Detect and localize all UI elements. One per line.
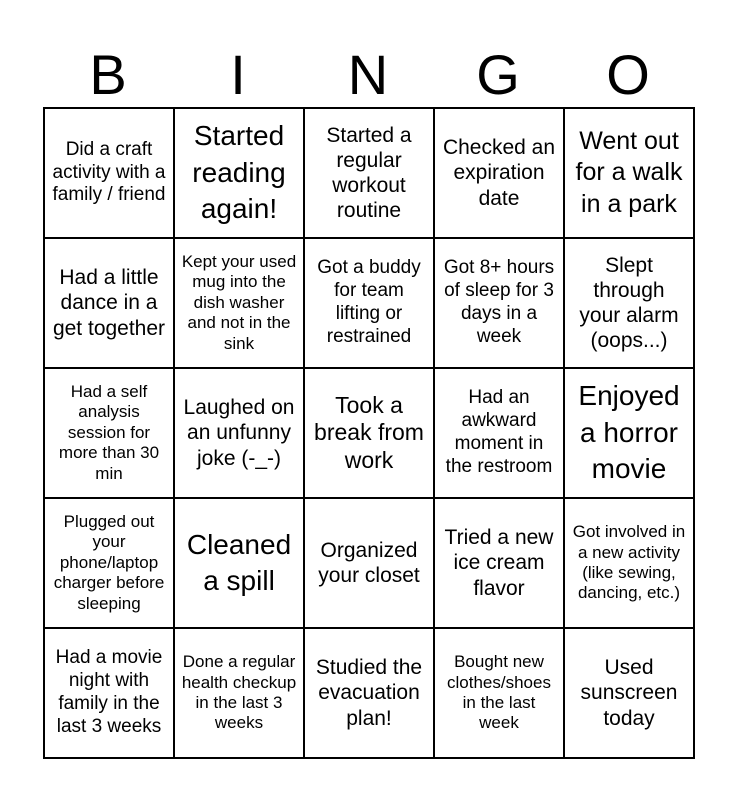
bingo-cell[interactable] xyxy=(303,497,433,627)
bingo-cell[interactable] xyxy=(433,497,563,627)
bingo-cell[interactable] xyxy=(173,627,303,757)
bingo-cell[interactable] xyxy=(433,107,563,237)
bingo-cell[interactable] xyxy=(43,627,173,757)
cell-text: Took a break from work xyxy=(314,391,424,473)
bingo-cell[interactable] xyxy=(303,237,433,367)
cell-text: Organized your closet xyxy=(318,538,420,587)
bingo-cell[interactable] xyxy=(563,237,693,367)
cell-text: Studied the evacuation plan! xyxy=(315,656,423,730)
cell-text: Tried a new ice cream flavor xyxy=(444,526,554,600)
bingo-cell[interactable] xyxy=(433,627,563,757)
cell-text: Started a regular workout routine xyxy=(326,123,412,223)
cell-text: Got 8+ hours of sleep for 3 days in a week xyxy=(443,257,555,347)
bingo-cell[interactable] xyxy=(303,627,433,757)
cell-text: Checked an expiration date xyxy=(442,136,556,210)
bingo-cell[interactable] xyxy=(563,497,693,627)
cell-text: Slept through your alarm (oops...) xyxy=(579,253,679,353)
bingo-cell[interactable] xyxy=(173,497,303,627)
cell-text: Had a little dance in a get together xyxy=(52,266,166,340)
cell-text: Went out for a walk in a park xyxy=(575,127,683,218)
cell-text: Had an awkward moment in the restroom xyxy=(445,387,553,477)
cell-text: Bought new clothes/shoes in the last week xyxy=(447,652,551,733)
cell-text: Cleaned a spill xyxy=(186,528,292,596)
bingo-board xyxy=(43,107,695,759)
header-letter-o: O xyxy=(606,42,650,106)
header-letter-g: G xyxy=(476,42,520,106)
bingo-cell[interactable] xyxy=(43,107,173,237)
bingo-cell[interactable] xyxy=(43,367,173,497)
header-letter-b: B xyxy=(89,42,127,106)
bingo-header xyxy=(43,40,693,108)
bingo-cell[interactable] xyxy=(173,107,303,237)
cell-text: Kept your used mug into the dish washer and not in the sink xyxy=(181,252,297,353)
bingo-cell[interactable] xyxy=(433,237,563,367)
cell-text: Got involved in a new activity (like sewing, dancing, etc.) xyxy=(572,522,686,603)
bingo-cell[interactable] xyxy=(43,497,173,627)
bingo-cell[interactable] xyxy=(563,367,693,497)
bingo-cell[interactable] xyxy=(433,367,563,497)
cell-text: Got a buddy for team lifting or restrained xyxy=(317,257,421,347)
bingo-cell[interactable] xyxy=(563,627,693,757)
cell-text: Used sunscreen today xyxy=(580,656,678,730)
bingo-cell[interactable] xyxy=(173,237,303,367)
cell-text: Had a self analysis session for more than 30 min xyxy=(58,382,160,483)
cell-text: Laughed on an unfunny joke (-_-) xyxy=(183,396,295,470)
bingo-cell[interactable] xyxy=(43,237,173,367)
header-letter-i: I xyxy=(230,42,246,106)
header-letter-n: N xyxy=(347,42,389,106)
cell-text: Plugged out your phone/laptop charger before sleeping xyxy=(53,512,165,613)
cell-text: Did a craft activity with a family / friend xyxy=(52,138,166,206)
bingo-cell[interactable] xyxy=(563,107,693,237)
bingo-cell[interactable] xyxy=(303,367,433,497)
bingo-cell[interactable] xyxy=(303,107,433,237)
cell-text: Started reading again! xyxy=(192,120,286,225)
cell-text: Had a movie night with family in the last 3 weeks xyxy=(55,647,163,737)
bingo-cell[interactable] xyxy=(173,367,303,497)
cell-text: Enjoyed a horror movie xyxy=(578,380,680,485)
cell-text: Done a regular health checkup in the last 3 weeks xyxy=(181,652,297,733)
